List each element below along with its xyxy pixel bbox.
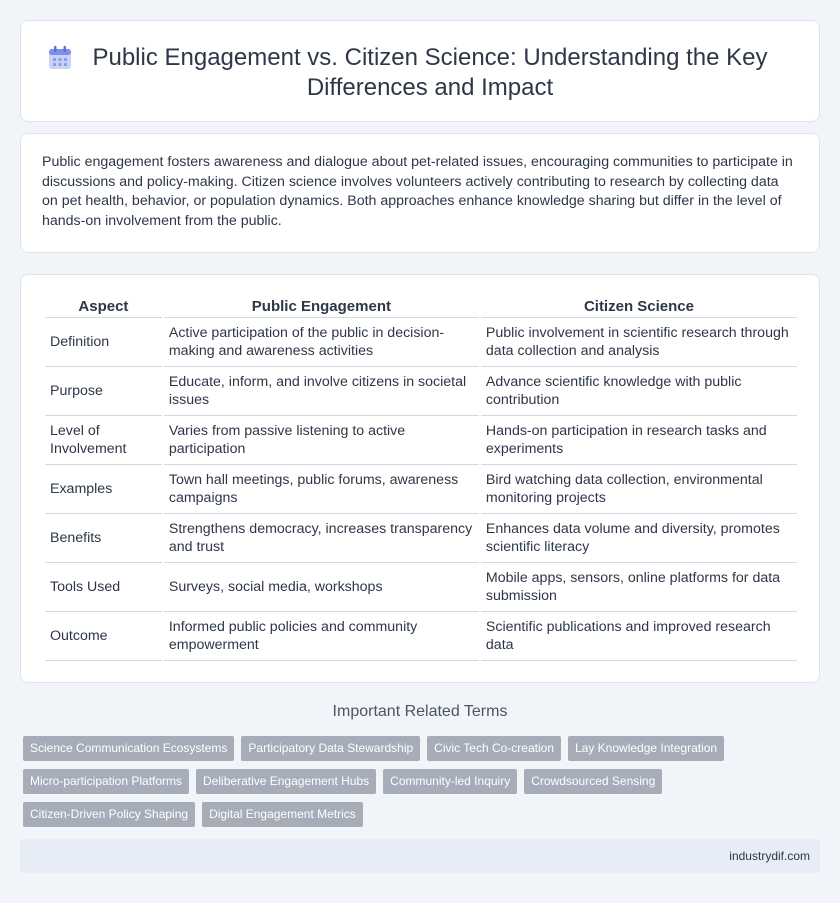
table-row bbox=[45, 367, 797, 416]
header-public-engagement: Public Engagement bbox=[164, 293, 479, 318]
row-public-engagement: Town hall meetings, public forums, awareness campaigns bbox=[164, 465, 479, 514]
related-term-tag[interactable]: Civic Tech Co-creation bbox=[427, 736, 561, 761]
related-term-tag[interactable]: Community-led Inquiry bbox=[383, 769, 517, 794]
row-aspect: Examples bbox=[45, 465, 162, 514]
related-terms-list bbox=[23, 736, 813, 827]
footer bbox=[20, 839, 820, 873]
footer-site-link[interactable]: industrydif.com bbox=[729, 849, 810, 863]
header-aspect: Aspect bbox=[45, 293, 162, 318]
comparison-table bbox=[43, 293, 799, 661]
table-row bbox=[45, 465, 797, 514]
related-term-tag[interactable]: Participatory Data Stewardship bbox=[241, 736, 420, 761]
row-citizen-science: Advance scientific knowledge with public contribution bbox=[481, 367, 797, 416]
row-public-engagement: Varies from passive listening to active participation bbox=[164, 416, 479, 465]
row-aspect: Purpose bbox=[45, 367, 162, 416]
related-term-tag[interactable]: Science Communication Ecosystems bbox=[23, 736, 234, 761]
intro-card bbox=[20, 133, 820, 253]
row-public-engagement: Active participation of the public in decision-making and awareness activities bbox=[164, 318, 479, 367]
row-public-engagement: Educate, inform, and involve citizens in societal issues bbox=[164, 367, 479, 416]
related-term-tag[interactable]: Crowdsourced Sensing bbox=[524, 769, 662, 794]
related-term-tag[interactable]: Digital Engagement Metrics bbox=[202, 802, 363, 827]
table-header-row bbox=[45, 293, 797, 318]
row-citizen-science: Bird watching data collection, environmental monitoring projects bbox=[481, 465, 797, 514]
header-card bbox=[20, 20, 820, 122]
table-row bbox=[45, 416, 797, 465]
related-term-tag[interactable]: Deliberative Engagement Hubs bbox=[196, 769, 376, 794]
page-title: Public Engagement vs. Citizen Science: Understanding the Key Differences and Impact bbox=[92, 44, 768, 101]
row-aspect: Tools Used bbox=[45, 563, 162, 612]
row-citizen-science: Enhances data volume and diversity, promotes scientific literacy bbox=[481, 514, 797, 563]
row-citizen-science: Hands-on participation in research tasks and experiments bbox=[481, 416, 797, 465]
intro-paragraph: Public engagement fosters awareness and dialogue about pet-related issues, encouraging communities to participate in discussions and policy-making. Citizen science involves volunteers actively contributing to research by collecting data on pet health, behavior, or population dynamics. Both approaches enhance knowledge sharing but differ in the level of hands-on involvement from the public. bbox=[42, 154, 793, 229]
related-terms-heading: Important Related Terms bbox=[332, 703, 508, 720]
table-row bbox=[45, 612, 797, 661]
table-row bbox=[45, 318, 797, 367]
table-row bbox=[45, 514, 797, 563]
row-aspect: Definition bbox=[45, 318, 162, 367]
related-term-tag[interactable]: Citizen-Driven Policy Shaping bbox=[23, 802, 195, 827]
row-citizen-science: Scientific publications and improved research data bbox=[481, 612, 797, 661]
row-public-engagement: Informed public policies and community empowerment bbox=[164, 612, 479, 661]
header-citizen-science: Citizen Science bbox=[481, 293, 797, 318]
row-citizen-science: Public involvement in scientific research through data collection and analysis bbox=[481, 318, 797, 367]
row-aspect: Outcome bbox=[45, 612, 162, 661]
related-term-tag[interactable]: Micro-participation Platforms bbox=[23, 769, 189, 794]
row-citizen-science: Mobile apps, sensors, online platforms for data submission bbox=[481, 563, 797, 612]
row-aspect: Level of Involvement bbox=[45, 416, 162, 465]
comparison-card bbox=[20, 274, 820, 683]
row-aspect: Benefits bbox=[45, 514, 162, 563]
table-row bbox=[45, 563, 797, 612]
row-public-engagement: Strengthens democracy, increases transparency and trust bbox=[164, 514, 479, 563]
row-public-engagement: Surveys, social media, workshops bbox=[164, 563, 479, 612]
related-term-tag[interactable]: Lay Knowledge Integration bbox=[568, 736, 724, 761]
